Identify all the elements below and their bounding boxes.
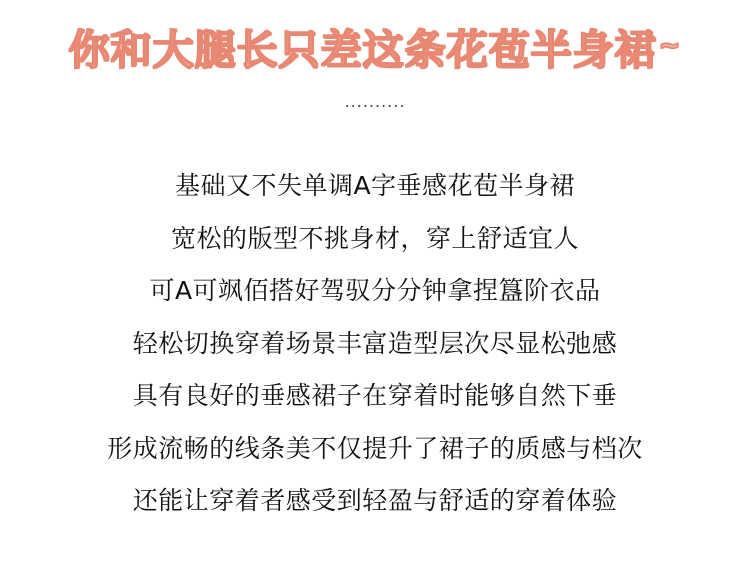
- description-line: 具有良好的垂感裙子在穿着时能够自然下垂: [132, 381, 618, 410]
- description-list: [0, 160, 750, 528]
- headline: [0, 24, 750, 76]
- description-line: 轻松切换穿着场景丰富造型层次尽显松弛感: [132, 328, 618, 358]
- description-line: 形成流畅的线条美不仅提升了裙子的质感与档次: [107, 433, 643, 463]
- description-line: 基础又不失单调A字垂感花苞半身裙: [174, 171, 576, 200]
- headline-ornament: ~: [658, 31, 682, 61]
- dotted-divider: ..........: [344, 92, 406, 111]
- description-line: 还能让穿着者感受到轻盈与舒适的穿着体验: [132, 486, 618, 515]
- description-line: 可A可飒佰搭好驾驭分分钟拿捏簋阶衣品: [149, 276, 601, 305]
- headline-text: 你和大腿长只差这条花苞半身裙: [68, 26, 657, 74]
- description-line: 宽松的版型不挑身材，穿上舒适宜人: [170, 223, 579, 253]
